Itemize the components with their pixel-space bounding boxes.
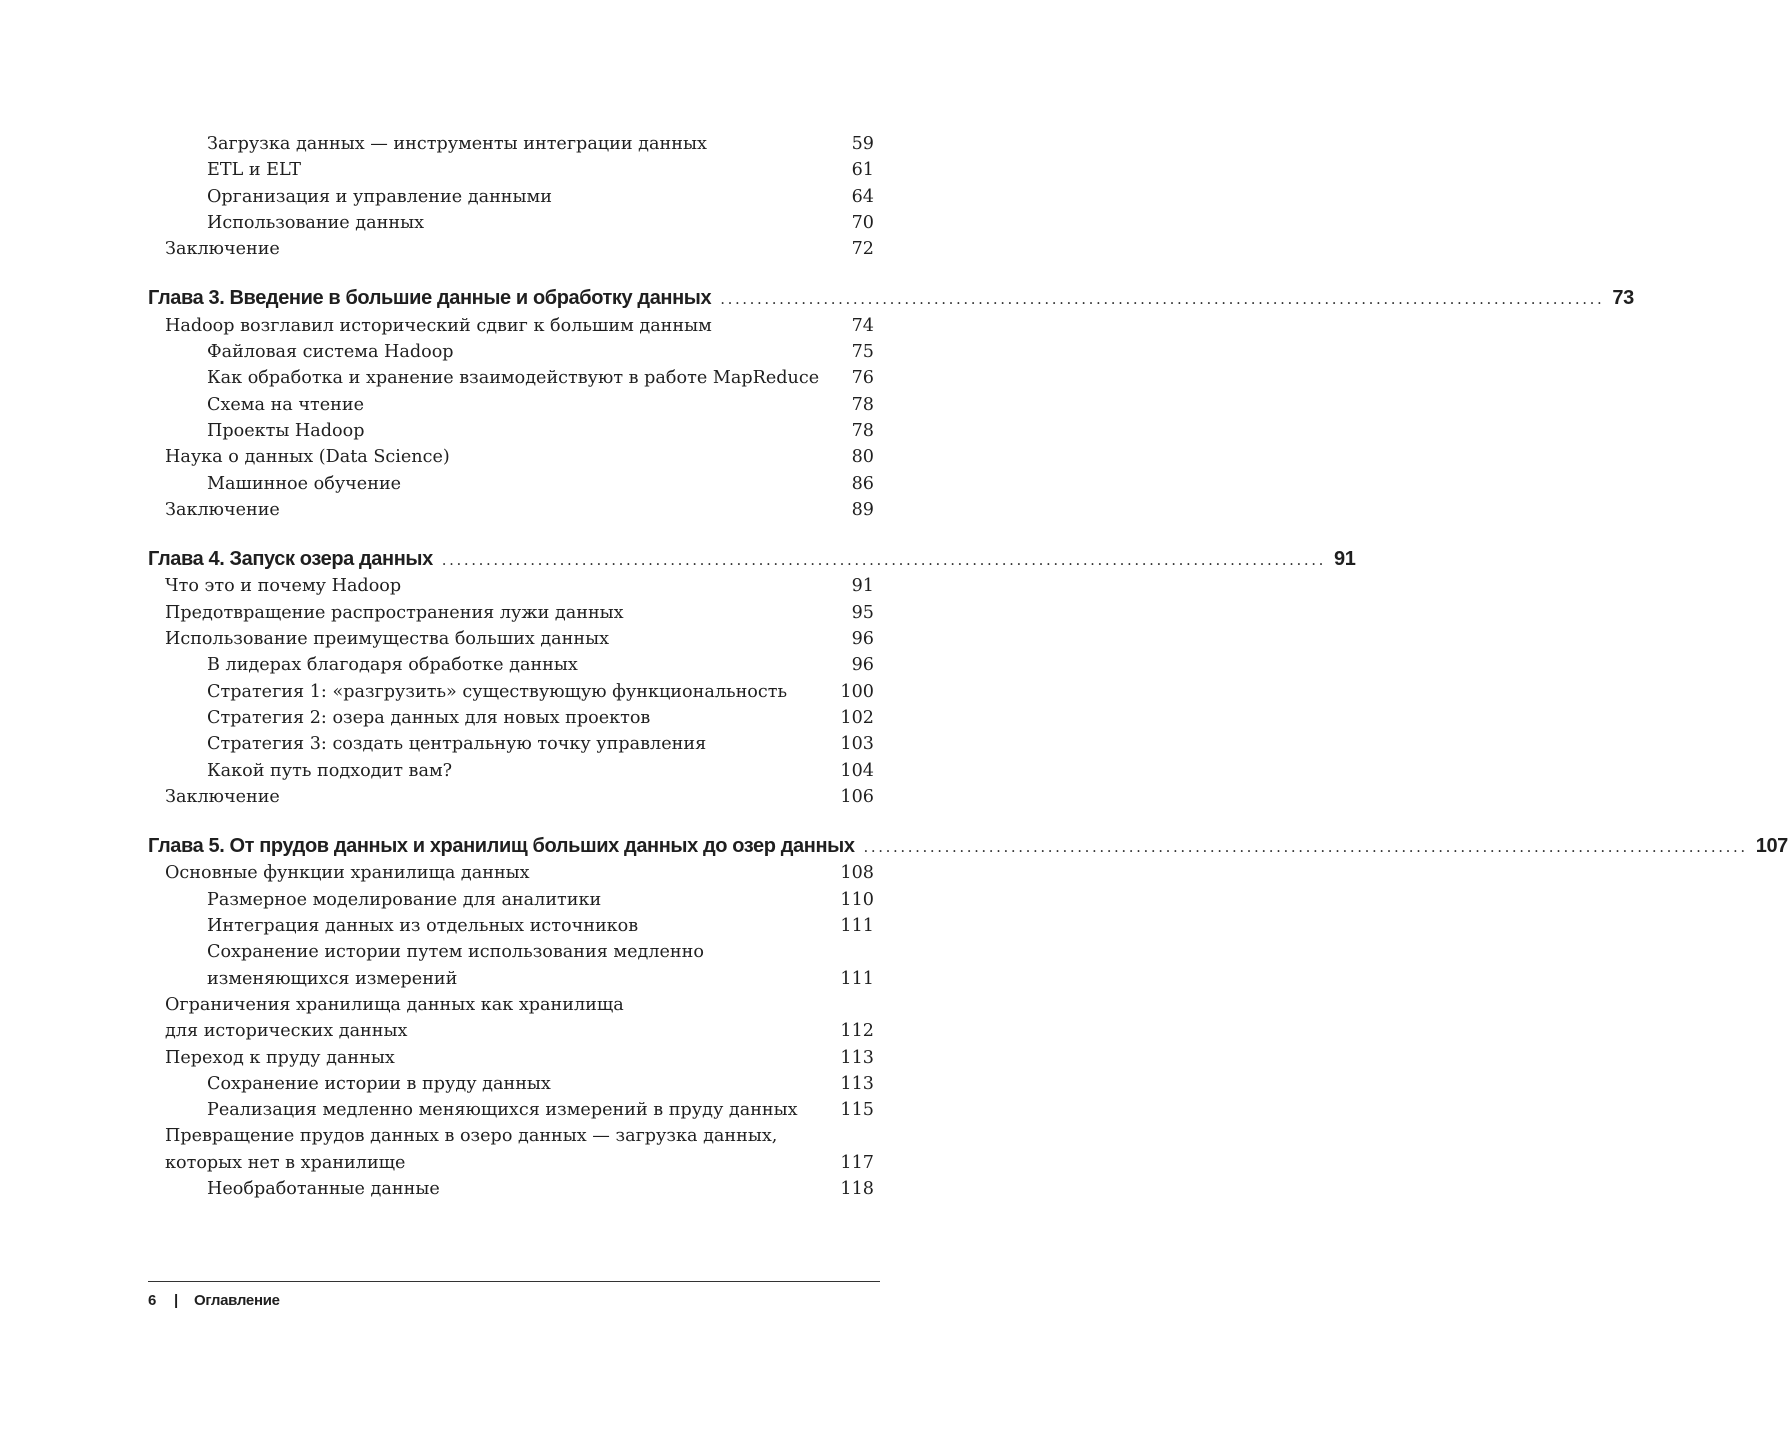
toc-entry-title: Машинное обучение (207, 473, 402, 494)
toc-entry-title: Стратегия 1: «разгрузить» существующую функциональность (207, 681, 788, 702)
toc-page-number: 104 (840, 760, 874, 781)
toc-entry (148, 1176, 874, 1202)
toc-page-number: 103 (840, 734, 874, 755)
toc-page-number: 89 (851, 499, 874, 520)
toc-entry (148, 210, 874, 236)
toc-entry (148, 887, 874, 913)
toc-page-number: 78 (851, 394, 874, 415)
footer-page-number: 6 (148, 1292, 157, 1309)
toc-entry-title: ETL и ELT (207, 160, 301, 181)
toc-entry (148, 444, 874, 470)
toc-entry (148, 939, 874, 992)
toc-entry (148, 679, 874, 705)
toc-page-number: 74 (851, 315, 874, 336)
toc-page-number: 111 (840, 968, 874, 989)
toc-entry (148, 626, 874, 652)
toc-entry (148, 758, 874, 784)
toc-dot-leader: ........................................................................................................................ (863, 838, 1748, 857)
toc-page-number: 100 (840, 681, 874, 702)
toc-entry-title: Интеграция данных из отдельных источников (207, 916, 639, 937)
toc-entry (148, 913, 874, 939)
toc-page-number: 96 (851, 629, 874, 650)
toc-entry-title: В лидерах благодаря обработке данных (207, 655, 578, 676)
toc-entry-title: Проекты Hadoop (207, 420, 365, 441)
footer-rule (148, 1281, 880, 1282)
toc-page-number: 61 (851, 160, 874, 181)
toc-page-number: 102 (840, 707, 874, 728)
toc-entry (148, 1097, 874, 1123)
toc-page-number: 59 (851, 134, 874, 154)
toc-page-number: 108 (840, 863, 874, 884)
toc-page-number: 72 (851, 239, 874, 260)
toc-entry-title: Организация и управление данными (207, 186, 552, 207)
toc-entry (148, 497, 874, 523)
toc-chapter-heading (148, 833, 1788, 860)
toc-entry-title: Стратегия 2: озера данных для новых проектов (207, 707, 651, 728)
toc-entry-title: Файловая система Hadoop (207, 342, 454, 363)
toc-entry (148, 313, 874, 339)
toc-entry (148, 600, 874, 626)
toc-entry-title: Ограничения хранилища данных как хранилища для исторических данных (165, 994, 624, 1042)
toc-page-number: 64 (851, 186, 874, 207)
toc-entry-title: Наука о данных (Data Science) (165, 447, 450, 468)
toc-entry-title: Необработанные данные (207, 1178, 440, 1199)
toc-entry (148, 1123, 874, 1176)
toc-entry (148, 1045, 874, 1071)
toc-entry (148, 731, 874, 757)
toc-page-number: 91 (851, 576, 874, 597)
toc-page-number: 113 (840, 1047, 874, 1068)
footer-section-title: Оглавление (193, 1292, 280, 1309)
toc-page-number: 95 (851, 602, 874, 623)
toc-page-number: 117 (840, 1152, 874, 1173)
toc-entry-title: Превращение прудов данных в озеро данных — загрузка данных, которых нет в хранилище (165, 1126, 778, 1173)
toc-entry (148, 418, 874, 444)
toc-entry-title: Переход к пруду данных (165, 1047, 395, 1068)
toc-chapter-title: Глава 4. Запуск озера данных (148, 548, 433, 571)
toc-entry-title: Заключение (165, 786, 280, 807)
toc-page-number: 112 (840, 1021, 874, 1042)
toc-entry (148, 339, 874, 365)
toc-page-number: 73 (1612, 287, 1634, 310)
toc-entry (148, 573, 874, 599)
toc-page-number: 115 (840, 1100, 874, 1121)
toc-page-number: 96 (851, 655, 874, 676)
toc-entry (148, 471, 874, 497)
toc-chapter-heading (148, 285, 1634, 312)
toc-chapter-heading (148, 546, 1356, 573)
toc-page-number: 111 (840, 916, 874, 937)
toc-entry-title: Сохранение истории путем использования медленно изменяющихся измерений (207, 942, 704, 989)
toc-dot-leader: ........................................................................................................................ (720, 290, 1605, 309)
toc-page-number: 86 (851, 473, 874, 494)
toc-entry-title: Что это и почему Hadoop (165, 576, 402, 597)
toc-entry (148, 652, 874, 678)
toc-chapter-title: Глава 3. Введение в большие данные и обработку данных (148, 287, 712, 310)
toc-entry-title: Использование преимущества больших данных (165, 629, 610, 650)
toc-entry-title: Как обработка и хранение взаимодействуют в работе MapReduce (207, 368, 820, 389)
toc-dot-leader: ........................................................................................................................ (441, 551, 1326, 570)
toc-entry (148, 705, 874, 731)
toc-page-number: 75 (851, 342, 874, 363)
toc-entry-title: Реализация медленно меняющихся измерений в пруду данных (207, 1100, 798, 1121)
toc-entry-title: Основные функции хранилища данных (165, 863, 530, 884)
toc-entry-title: Какой путь подходит вам? (207, 760, 453, 781)
toc-entry-title: Предотвращение распространения лужи данных (165, 602, 624, 623)
toc-entry (148, 184, 874, 210)
toc-entry (148, 236, 874, 262)
toc-page-number: 70 (851, 212, 874, 233)
toc-page-number: 107 (1755, 835, 1788, 858)
toc-entry (148, 157, 874, 183)
toc-entry (148, 1071, 874, 1097)
page-footer (148, 1290, 280, 1312)
toc-entry-title: Загрузка данных — инструменты интеграции данных (207, 134, 707, 154)
footer-separator: | (174, 1292, 178, 1309)
toc-entry (148, 860, 874, 886)
toc-page-number: 110 (840, 889, 874, 910)
toc-page-number: 106 (840, 786, 874, 807)
toc-chapter-title: Глава 5. От прудов данных и хранилищ больших данных до озер данных (148, 835, 855, 858)
toc-entry-title: Схема на чтение (207, 394, 365, 415)
toc-page-number: 118 (840, 1178, 874, 1199)
toc-entry-title: Hadoop возглавил исторический сдвиг к большим данным (165, 315, 712, 336)
toc-entry-title: Стратегия 3: создать центральную точку управления (207, 734, 707, 755)
toc-page-number: 113 (840, 1073, 874, 1094)
toc-entry (148, 365, 874, 391)
toc-entry (148, 131, 874, 157)
table-of-contents (148, 131, 1788, 1202)
toc-page-number: 91 (1333, 548, 1356, 571)
toc-entry-title: Использование данных (207, 212, 425, 233)
toc-entry-title: Заключение (165, 499, 280, 520)
toc-entry-title: Сохранение истории в пруду данных (207, 1073, 551, 1094)
toc-entry-title: Размерное моделирование для аналитики (207, 889, 602, 910)
toc-entry (148, 784, 874, 810)
toc-entry (148, 992, 874, 1045)
toc-entry-title: Заключение (165, 239, 280, 260)
toc-page-number: 78 (851, 420, 874, 441)
toc-entry (148, 392, 874, 418)
toc-page-number: 80 (851, 447, 874, 468)
toc-page-number: 76 (851, 368, 874, 389)
